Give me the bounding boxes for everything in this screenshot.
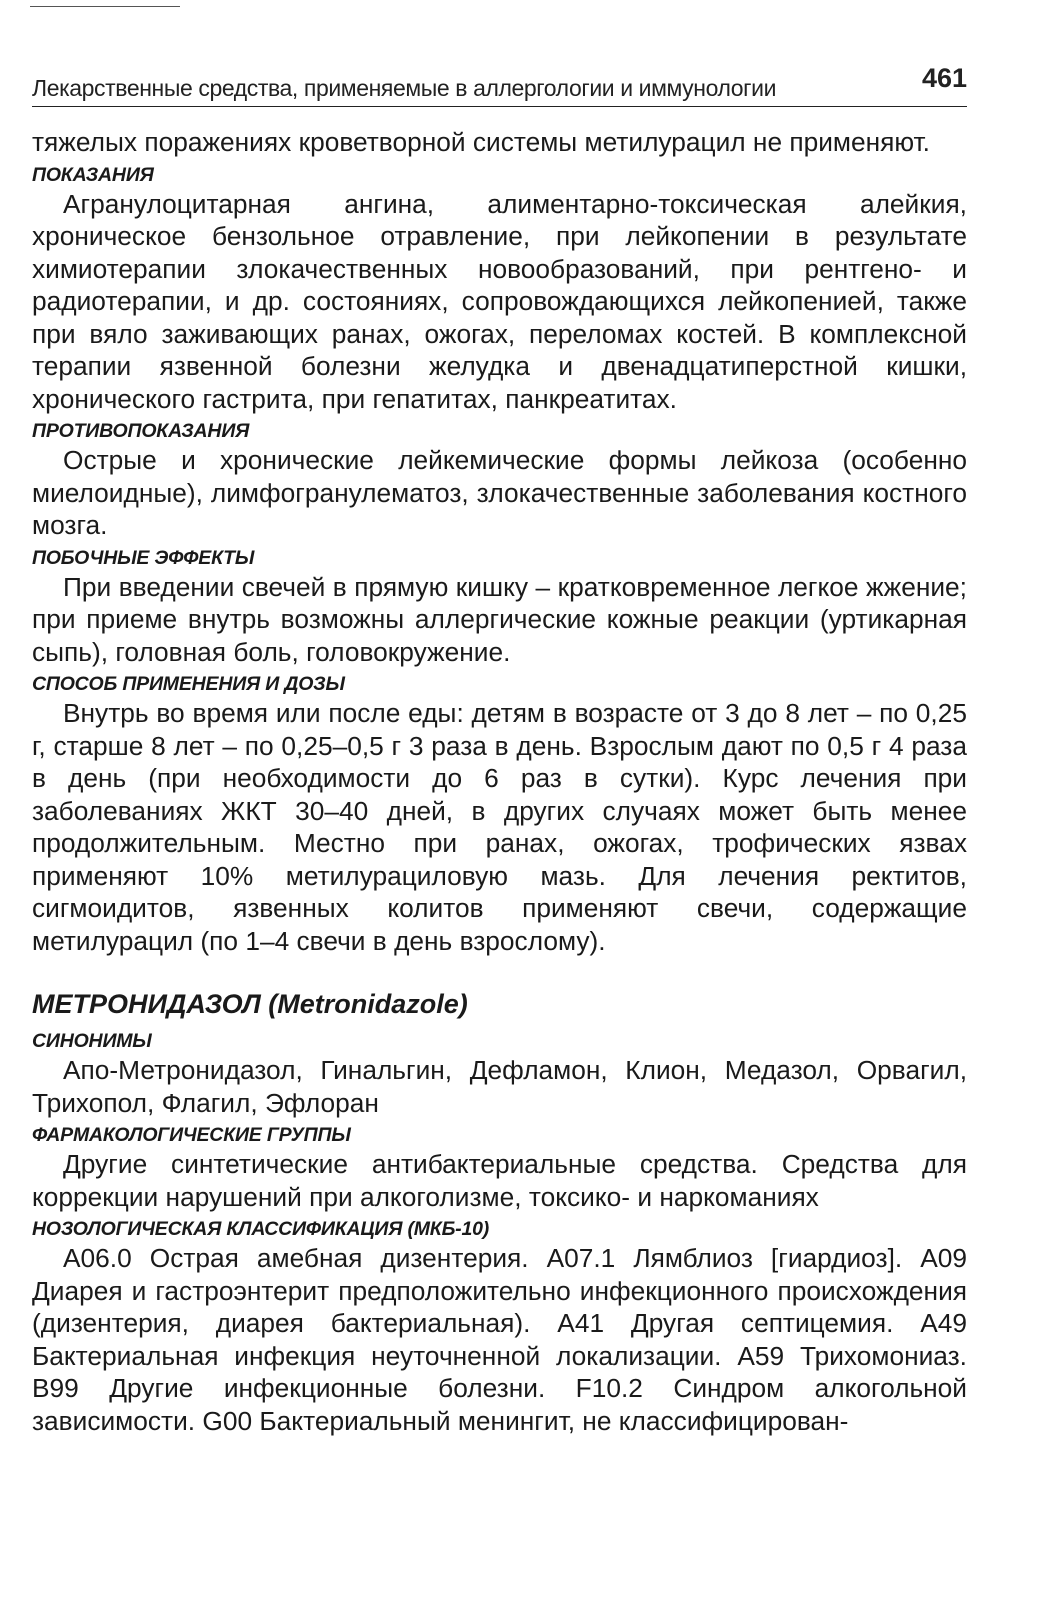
dosage-text: Внутрь во время или после еды: детям в возрасте от 3 до 8 лет – по 0,25 г, старше 8 лет – по 0,25–0,5 г 3 раза в день. Взрослым дают по 0,5 г 4 раза в день (при необходимости до 6 раз в сутки). Курс лечения при заболеваниях ЖКТ 30–40 дней, в других случаях может быть менее продолжительным. Местно при ранах, ожогах, трофических язвах применяют 10% метилурациловую мазь. Для лечения ректитов, сигмоидитов, язвенных колитов применяют свечи, содержащие метилурацил (по 1–4 свечи в день взрослому). [32,698,967,956]
heading-side-effects: ПОБОЧНЫЕ ЭФФЕКТЫ [32,546,255,569]
heading-synonyms: СИНОНИМЫ [32,1030,152,1052]
top-rule [30,6,180,7]
heading-contraindications: ПРОТИВОПОКАЗАНИЯ [32,420,250,442]
heading-nosological-classification: НОЗОЛОГИЧЕСКАЯ КЛАССИФИКАЦИЯ (МКБ-10) [32,1218,490,1240]
heading-indications: ПОКАЗАНИЯ [32,163,154,186]
indications-text: Агранулоцитарная ангина, алиментарно-токсическая алейкия, хроническое бензольное отравление, при лейкопении в результате химиотерапии злокачественных новообразований, при рентгено- и радиотерапии, и др. состояниях, сопровождающихся лейкопенией, также при вяло заживающих ранах, ожогах, переломах костей. В комплексной терапии язвенной болезни желудка и двенадцатиперстной кишки, хронического гастрита, при гепатитах, панкреатитах. [32,188,967,414]
synonyms-text: Апо-Метронидазол, Гинальгин, Дефламон, Клион, Медазол, Орвагил, Трихопол, Флагил, Эфлоран [32,1055,967,1118]
pharmacological-groups-text: Другие синтетические антибактериальные средства. Средства для коррекции нарушений при алкоголизме, токсико- и наркоманиях [32,1149,967,1212]
continuation-paragraph: тяжелых поражениях кроветворной системы метилурацил не применяют. [32,127,930,157]
page-content [32,126,967,1437]
heading-pharmacological-groups: ФАРМАКОЛОГИЧЕСКИЕ ГРУППЫ [32,1124,351,1146]
nosological-classification-text: А06.0 Острая амебная дизентерия. А07.1 Лямблиоз [гиардиоз]. А09 Диарея и гастроэнтерит предположительно инфекционного происхождения (дизентерия, диарея бактериальная). А41 Другая септицемия. А49 Бактериальная инфекция неуточненной локализации. А59 Трихомониаз. В99 Другие инфекционные болезни. F10.2 Синдром алкогольной зависимости. G00 Бактериальный менингит, не классифицирован- [32,1243,967,1436]
contraindications-text: Острые и хронические лейкемические формы лейкоза (особенно миелоидные), лимфогранулематоз, злокачественные заболевания костного мозга. [32,445,967,540]
drug-latin-name: (Metronidazole) [268,989,468,1019]
page-number: 461 [921,63,967,93]
page-header [32,64,967,107]
drug-title [32,987,967,1021]
drug-name: МЕТРОНИДАЗОЛ [32,989,261,1019]
running-title: Лекарственные средства, применяемые в аллергологии и иммунологии [32,75,777,101]
heading-dosage: СПОСОБ ПРИМЕНЕНИЯ И ДОЗЫ [32,673,345,695]
side-effects-text: При введении свечей в прямую кишку – кратковременное легкое жжение; при приеме внутрь возможны аллергические кожные реакции (уртикарная сыпь), головная боль, головокружение. [32,571,967,667]
